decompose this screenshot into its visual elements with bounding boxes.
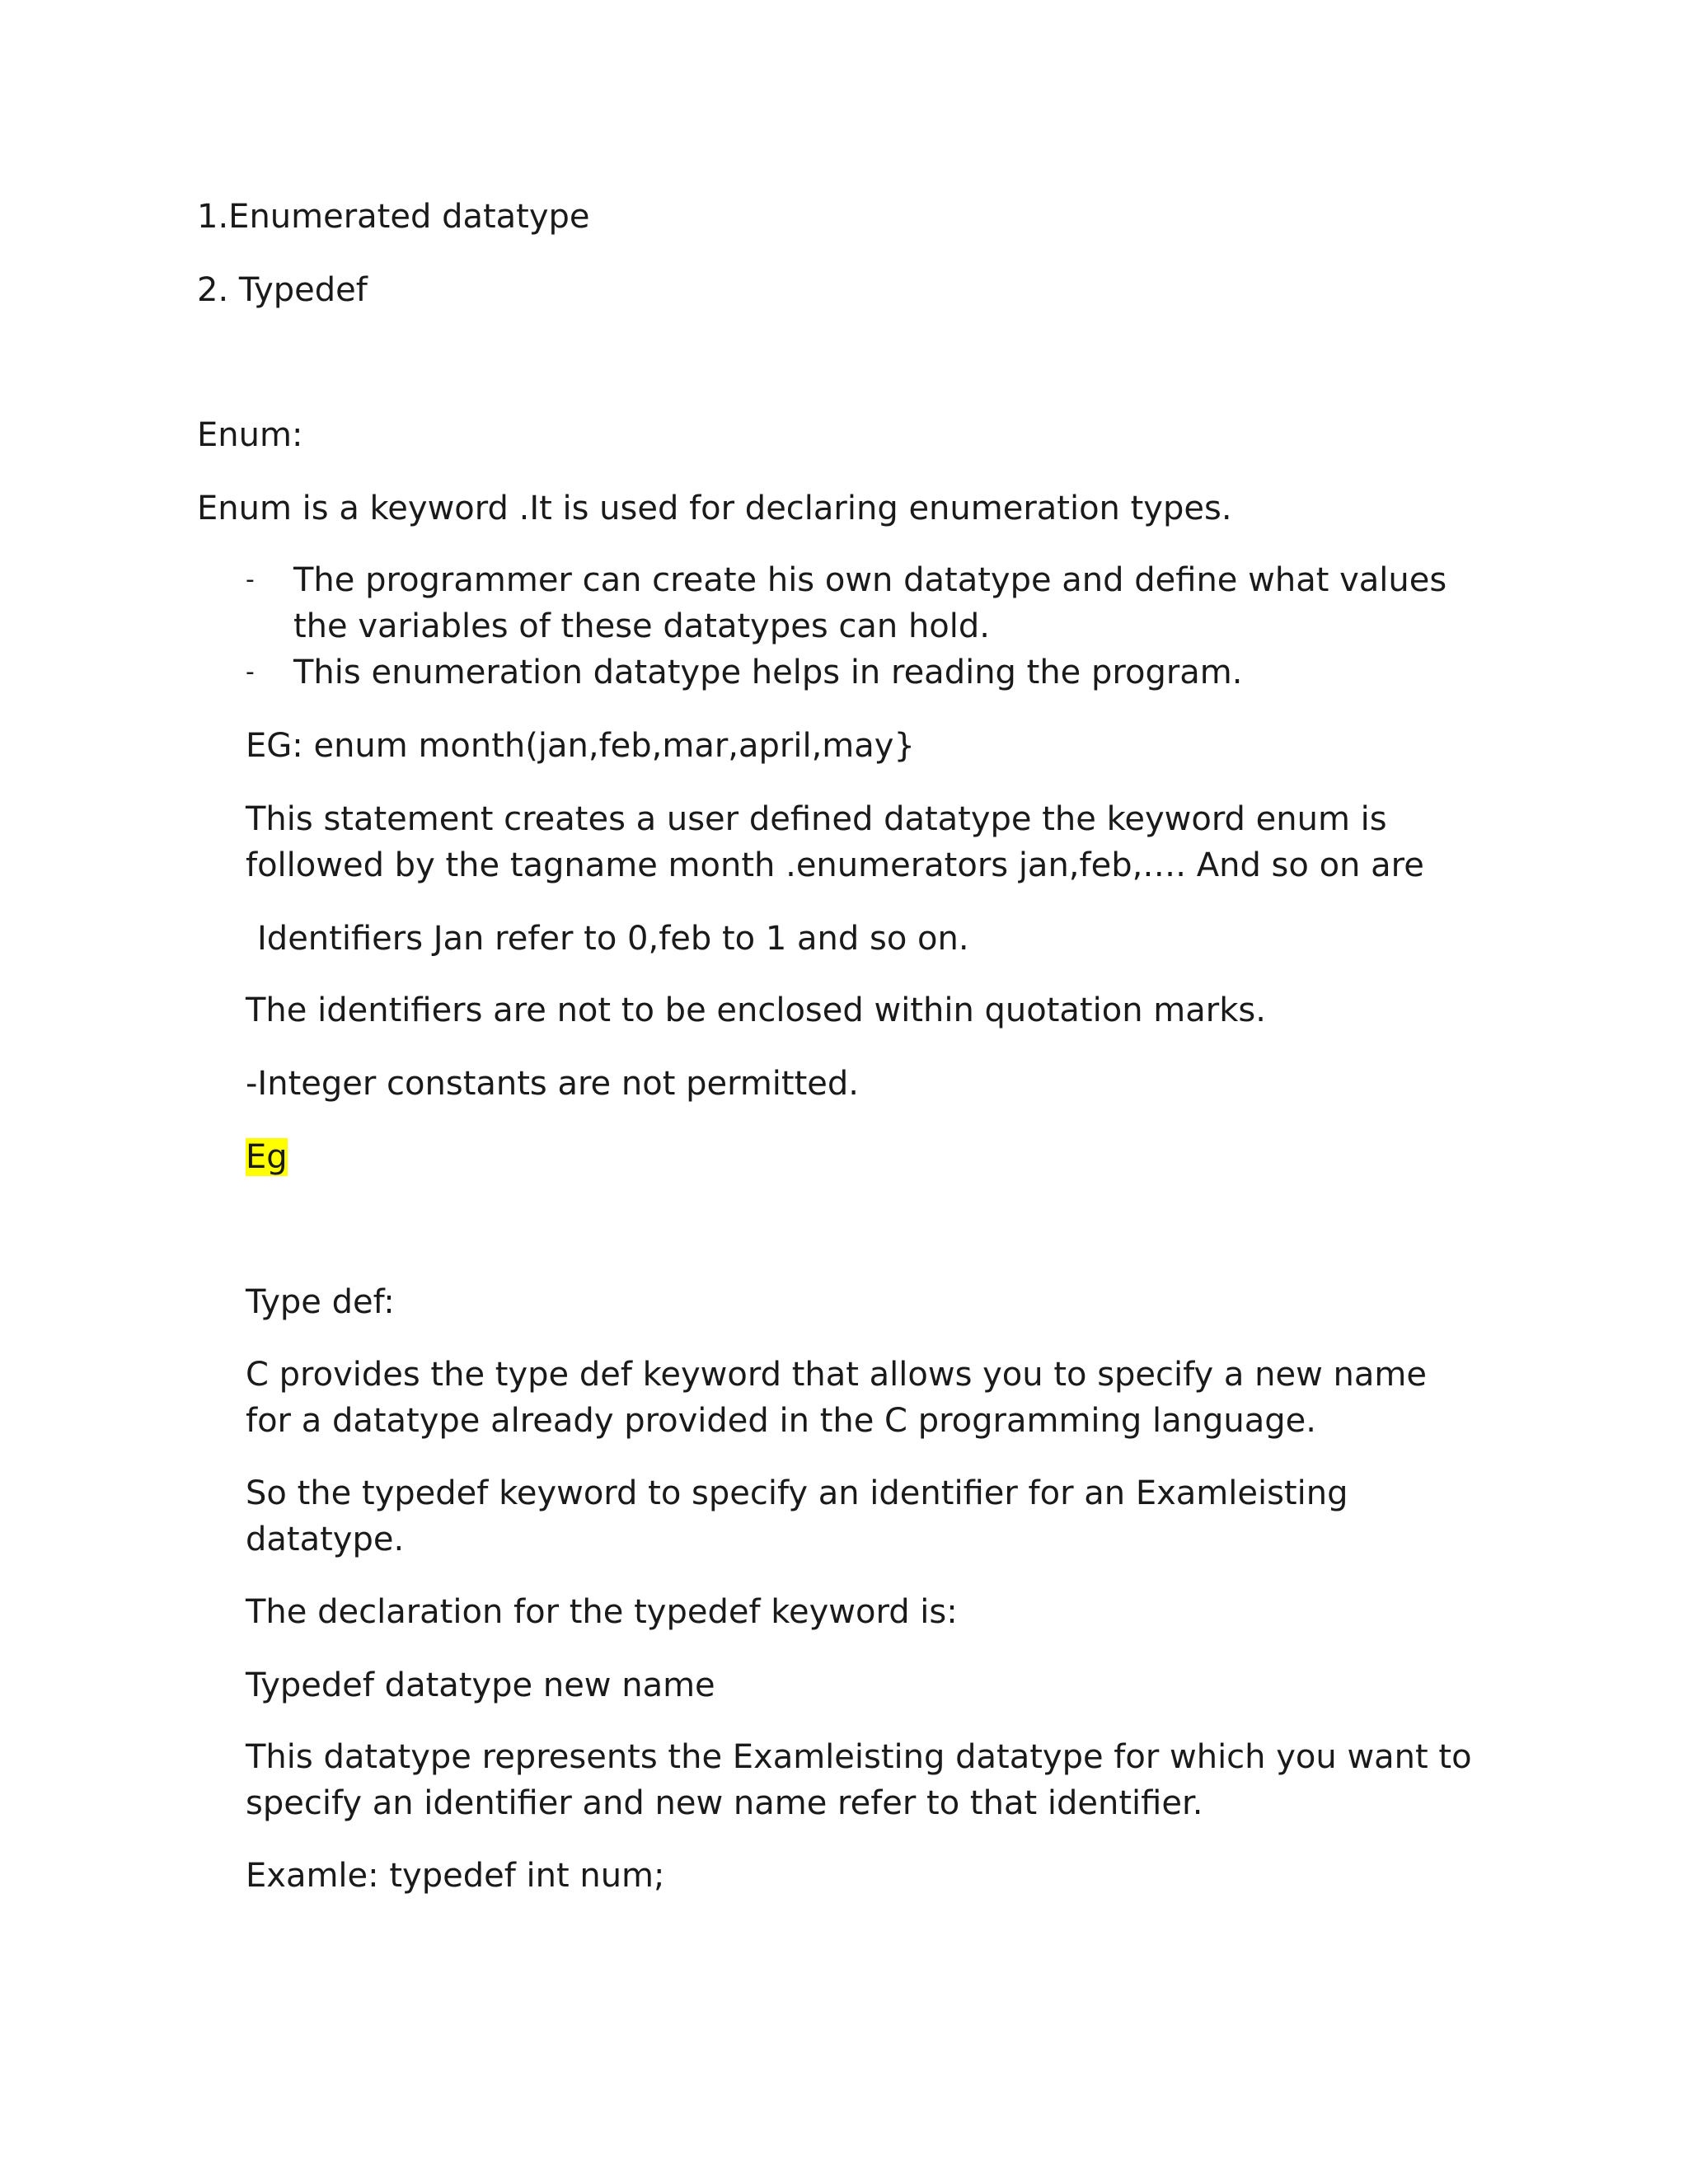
represents-text-continued: specify an identifier and new name refer to that identifier. [246,1784,1203,1822]
bullet-text-continued: the variables of these datatypes can hold. [293,607,990,645]
typedef-purpose-text-continued: datatype. [246,1521,405,1558]
list-item-typedef: 2. Typedef [197,271,368,309]
bullet-text: The programmer can create his own datatype and define what values [293,561,1447,599]
bullet-dash: - [246,565,255,594]
typedef-heading: Type def: [246,1283,395,1321]
bullet-dash: - [246,658,255,687]
typedef-purpose-text: So the typedef keyword to specify an identifier for an Examleisting [246,1474,1348,1512]
enum-heading: Enum: [197,416,303,454]
integer-constants-text: -Integer constants are not permitted. [246,1065,860,1103]
c-provides-text: C provides the type def keyword that allows you to specify a new name [246,1356,1427,1394]
identifiers-text: Identifiers Jan refer to 0,feb to 1 and so on. [257,920,969,958]
enum-example: EG: enum month(jan,feb,mar,april,may} [246,727,915,765]
statement-text: This statement creates a user defined datatype the keyword enum is [246,800,1387,838]
bullet-text: This enumeration datatype helps in reading the program. [293,654,1243,691]
highlighted-example-label [246,1134,288,1180]
typedef-syntax: Typedef datatype new name [246,1666,715,1704]
c-provides-text-continued: for a datatype already provided in the C programming language. [246,1402,1316,1440]
declaration-text: The declaration for the typedef keyword is: [246,1593,958,1631]
list-item-enumerated: 1.Enumerated datatype [197,198,590,236]
highlight-mark: Eg [246,1138,288,1176]
represents-text: This datatype represents the Examleisting datatype for which you want to [246,1738,1472,1776]
enum-intro: Enum is a keyword .It is used for declaring enumeration types. [197,490,1232,527]
statement-text-continued: followed by the tagname month .enumerators jan,feb,…. And so on are [246,846,1424,884]
quotation-text: The identifiers are not to be enclosed within quotation marks. [246,991,1266,1029]
typedef-example: Examle: typedef int num; [246,1857,665,1895]
